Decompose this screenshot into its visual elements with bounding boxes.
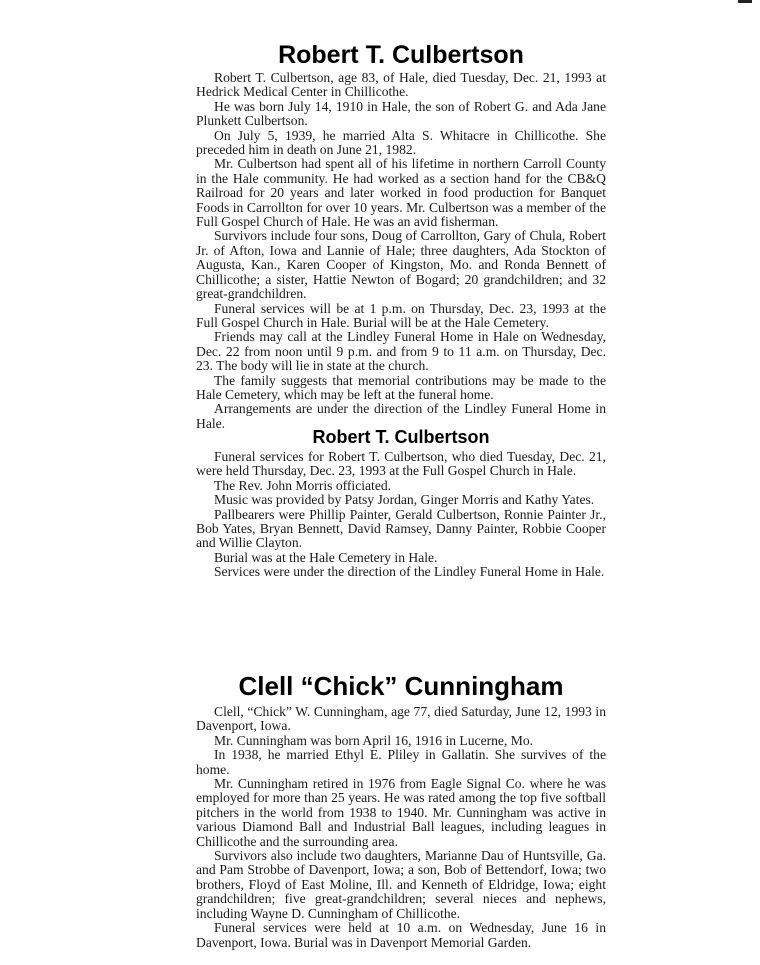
obituary-paragraph: Music was provided by Patsy Jordan, Ginger Morris and Kathy Yates.: [214, 492, 595, 508]
obituary-paragraph: Arrangements are under the direction of the Lindley Funeral Home in Hale.: [196, 401, 606, 431]
obituary-paragraph: He was born July 14, 1910 in Hale, the son of Robert G. and Ada Jane Plunkett Culbertson.: [196, 98, 606, 129]
obituary-paragraph: Friends may call at the Lindley Funeral Home in Hale on Wednesday, Dec. 22 from noon until 9 p.m. and from 9 to 11 a.m. on Thursday, Dec. 23. The body will lie in state at the church.: [196, 329, 606, 374]
obituary-culbertson-death-notice: [196, 40, 606, 431]
obituary-paragraph: Survivors include four sons, Doug of Carrollton, Gary of Chula, Robert Jr. of Afton, Iowa and Lannie of Hale; three daughters, Ada Stockton of Augusta, Kan., Karen Cooper of Kingston, Mo. and Ronda Bennett of Chillicothe; a sister, Hattie Newton of Bogard; 20 grandchildren; and 32 great-grandchildren.: [196, 228, 606, 302]
obituary-headline: Robert T. Culbertson: [312, 427, 490, 447]
obituary-paragraph: Clell, “Chick” W. Cunningham, age 77, died Saturday, June 12, 1993 in Davenport, Iowa.: [196, 704, 606, 734]
obituary-paragraph: Robert T. Culbertson, age 83, of Hale, died Tuesday, Dec. 21, 1993 at Hedrick Medical Center in Chillicothe.: [196, 70, 606, 100]
obituary-cunningham: [196, 670, 606, 950]
obituary-headline: Clell “Chick” Cunningham: [238, 671, 564, 701]
obituary-paragraph: Pallbearers were Phillip Painter, Gerald Culbertson, Ronnie Painter Jr., Bob Yates, Bryan Bennett, David Ramsey, Danny Painter, Robbie Cooper and Willie Clayton.: [196, 506, 606, 551]
obituary-paragraph: Survivors also include two daughters, Marianne Dau of Huntsville, Ga. and Pam Strobbe of Davenport, Iowa; a son, Bob of Bettendorf, Iowa; two brothers, Floyd of East Moline, Ill. and Kenneth of Eldridge, Iowa; eight grandchildren; five great-grandchildren; several nieces and nephews, including Wayne D. Cunningham of Chillicothe.: [196, 848, 606, 921]
obituary-paragraph: The family suggests that memorial contributions may be made to the Hale Cemetery, which may be left at the funeral home.: [196, 372, 606, 402]
scan-edge-mark: [738, 0, 752, 3]
obituary-paragraph: Burial was at the Hale Cemetery in Hale.: [214, 549, 438, 565]
obituary-headline: Robert T. Culbertson: [278, 41, 524, 69]
obituary-paragraph: Funeral services will be at 1 p.m. on Thursday, Dec. 23, 1993 at the Full Gospel Church in Hale. Burial will be at the Hale Cemetery.: [196, 300, 606, 330]
obituary-paragraph: Funeral services were held at 10 a.m. on Wednesday, June 16 in Davenport, Iowa. Burial was in Davenport Memorial Garden.: [196, 920, 606, 950]
obituary-paragraph: Funeral services for Robert T. Culbertson, who died Tuesday, Dec. 21, were held Thursday, Dec. 23, 1993 at the Full Gospel Church in Hale.: [196, 449, 606, 479]
obituary-paragraph: In 1938, he married Ethyl E. Pliley in Gallatin. She survives of the home.: [196, 747, 606, 777]
obituary-paragraph: On July 5, 1939, he married Alta S. Whitacre in Chillicothe. She preceded him in death on June 21, 1982.: [196, 127, 606, 158]
obituary-paragraph: Mr. Cunningham retired in 1976 from Eagle Signal Co. where he was employed for more than 25 years. He was rated among the top five softball pitchers in the world from 1938 to 1940. Mr. Cunningham was active in various Diamond Ball and Industrial Ball leagues, including leagues in Chillicothe and the surrounding area.: [196, 776, 606, 849]
obituary-paragraph: Services were under the direction of the Lindley Funeral Home in Hale.: [214, 564, 605, 580]
obituary-paragraph: Mr. Cunningham was born April 16, 1916 in Lucerne, Mo.: [214, 732, 534, 748]
obituary-paragraph: Mr. Culbertson had spent all of his lifetime in northern Carroll County in the Hale community. He had worked as a section hand for the CB&Q Railroad for 20 years and later worked in food production for Banquet Foods in Carrollton for over 10 years. Mr. Culbertson was a member of the Full Gospel Church of Hale. He was an avid fisherman.: [196, 156, 606, 230]
obituary-paragraph: The Rev. John Morris officiated.: [214, 477, 392, 493]
obituary-culbertson-funeral-report: [196, 426, 606, 580]
